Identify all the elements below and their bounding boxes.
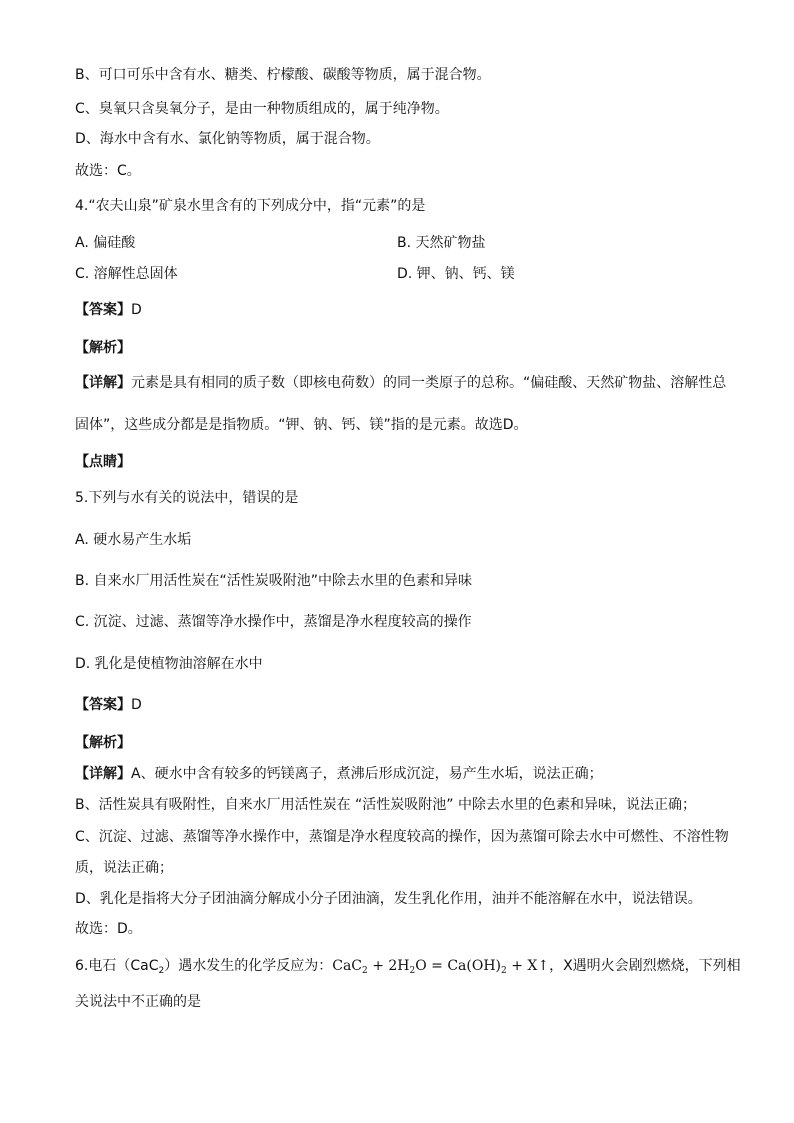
- q5-option-c: C. 沉淀、过滤、蒸馏等净水操作中，蒸馏是净水程度较高的操作: [75, 614, 472, 630]
- q4-comment-tag: 【点睛】: [75, 454, 131, 470]
- q3-explanation-d: D、海水中含有水、氯化钠等物质，属于混合物。: [75, 131, 380, 147]
- detail-tag: 【详解】: [75, 766, 131, 782]
- detail-tag: 【详解】: [75, 375, 131, 391]
- q4-analysis-tag: 【解析】: [75, 340, 131, 356]
- eq-term: CaC: [332, 958, 363, 974]
- answer-tag: 【答案】: [75, 302, 131, 318]
- q5-final-answer: 故选：D。: [75, 921, 142, 937]
- q4-option-d: D. 钾、钠、钙、镁: [397, 266, 515, 282]
- q5-answer: [75, 697, 142, 713]
- q4-option-a: A. 偏硅酸: [75, 235, 136, 251]
- q4-option-c: C. 溶解性总固体: [75, 266, 178, 282]
- detail-text: 元素是具有相同的质子数（即核电荷数）的同一类原子的总称。“偏硅酸、天然矿物盐、溶解性总: [131, 375, 727, 391]
- q5-detail-b: B、活性炭具有吸附性，自来水厂用活性炭在 “活性炭吸附池” 中除去水里的色素和异味，说法正确；: [75, 797, 697, 813]
- q5-option-b: B. 自来水厂用活性炭在“活性炭吸附池”中除去水里的色素和异味: [75, 573, 473, 589]
- subscript: 2: [158, 966, 165, 976]
- answer-value: D: [131, 302, 142, 318]
- subscript: 2: [501, 966, 507, 976]
- answer-tag: 【答案】: [75, 697, 131, 713]
- q6-stem-suffix: ，X遇明火会剧烈燃烧，下列相: [549, 958, 741, 974]
- q5-analysis-tag: 【解析】: [75, 735, 131, 751]
- subscript: 2: [409, 966, 416, 976]
- q3-final-answer: 故选：C。: [75, 163, 141, 179]
- eq-term: O = Ca(OH): [415, 958, 502, 974]
- eq-term: + X↑: [506, 958, 550, 974]
- q6-stem-line-2: 关说法中不正确的是: [75, 994, 201, 1010]
- q4-stem: 4.“农夫山泉”矿泉水里含有的下列成分中，指“元素”的是: [75, 198, 426, 214]
- q3-explanation-c: C、臭氧只含臭氧分子，是由一种物质组成的，属于纯净物。: [75, 101, 449, 117]
- q5-detail-c-line-1: C、沉淀、过滤、蒸馏等净水操作中，蒸馏是净水程度较高的操作，因为蒸馏可除去水中可燃性、不溶性物: [75, 829, 729, 845]
- q5-option-a: A. 硬水易产生水垢: [75, 532, 192, 548]
- chemical-equation: [332, 958, 549, 974]
- q5-option-d: D. 乳化是使植物油溶解在水中: [75, 656, 263, 672]
- q5-stem: 5.下列与水有关的说法中，错误的是: [75, 490, 299, 506]
- q5-detail-a: [75, 766, 603, 782]
- q6-stem-line-1: [75, 958, 741, 974]
- q4-detail-line-2: 固体”，这些成分都是是指物质。“钾、钠、钙、镁”指的是元素。故选D。: [75, 417, 528, 433]
- answer-value: D: [131, 697, 142, 713]
- q5-detail-d: D、乳化是指将大分子团油滴分解成小分子团油滴，发生乳化作用，油并不能溶解在水中，说法错误。: [75, 891, 702, 907]
- q4-option-b: B. 天然矿物盐: [397, 235, 486, 251]
- q5-detail-c-line-2: 质，说法正确；: [75, 860, 173, 876]
- q4-detail-line-1: [75, 375, 726, 391]
- subscript: 2: [362, 966, 368, 976]
- q4-answer: [75, 302, 142, 318]
- eq-term: + 2H: [367, 958, 410, 974]
- detail-text: A、硬水中含有较多的钙镁离子，煮沸后形成沉淀，易产生水垢，说法正确；: [131, 766, 603, 782]
- q6-stem-prefix: 6.电石（CaC: [75, 958, 159, 974]
- q3-explanation-b: B、可口可乐中含有水、糖类、柠檬酸、碳酸等物质，属于混合物。: [75, 67, 491, 83]
- q6-stem-middle: ）遇水发生的化学反应为：: [164, 958, 333, 974]
